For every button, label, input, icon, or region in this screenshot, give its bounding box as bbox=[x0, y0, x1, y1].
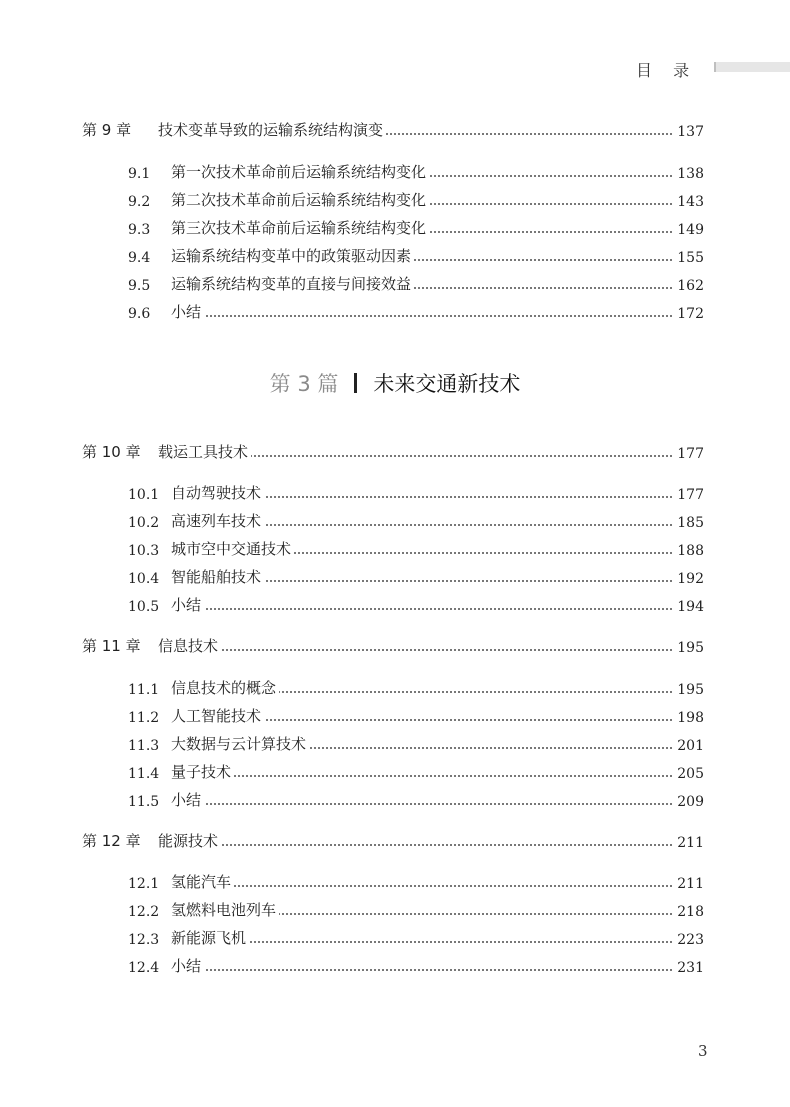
section-number: 11.5 bbox=[128, 794, 160, 810]
page-ref: 198 bbox=[674, 710, 704, 726]
page-ref: 155 bbox=[674, 250, 704, 266]
part-label: 第 3 篇 bbox=[269, 372, 339, 396]
page-ref: 143 bbox=[674, 194, 704, 210]
chapter-title: 载运工具技术 bbox=[158, 441, 251, 462]
toc-section-9-6[interactable] bbox=[0, 300, 790, 324]
page-ref: 201 bbox=[674, 738, 704, 754]
dot-leader bbox=[158, 844, 700, 846]
part-separator bbox=[354, 373, 357, 393]
toc-section-9-2[interactable] bbox=[0, 188, 790, 212]
page-ref: 209 bbox=[674, 794, 704, 810]
section-number: 12.1 bbox=[128, 876, 160, 892]
section-number: 10.4 bbox=[128, 571, 160, 587]
section-title: 量子技术 bbox=[171, 761, 234, 782]
section-title: 人工智能技术 bbox=[171, 705, 264, 726]
chapter-number: 第 11 章 bbox=[82, 637, 141, 655]
page-ref: 192 bbox=[674, 571, 704, 587]
section-number: 9.6 bbox=[128, 306, 151, 322]
section-number: 12.4 bbox=[128, 960, 160, 976]
dot-leader bbox=[171, 608, 700, 610]
section-number: 10.2 bbox=[128, 515, 160, 531]
section-title: 小结 bbox=[171, 789, 204, 810]
section-number: 11.2 bbox=[128, 710, 160, 726]
section-number: 11.1 bbox=[128, 682, 160, 698]
page-ref: 162 bbox=[674, 278, 704, 294]
toc-section-11-3[interactable] bbox=[0, 732, 790, 756]
section-title: 新能源飞机 bbox=[171, 927, 249, 948]
toc-chapter-9[interactable] bbox=[0, 118, 790, 142]
chapter-title: 技术变革导致的运输系统结构演变 bbox=[158, 119, 386, 140]
toc-section-10-4[interactable] bbox=[0, 565, 790, 589]
toc-chapter-10[interactable] bbox=[0, 440, 790, 464]
page-ref: 194 bbox=[674, 599, 704, 615]
page-ref: 195 bbox=[674, 640, 704, 656]
chapter-number: 第 10 章 bbox=[82, 443, 141, 461]
toc-section-11-1[interactable] bbox=[0, 676, 790, 700]
section-title: 小结 bbox=[171, 301, 204, 322]
page-ref: 177 bbox=[674, 446, 704, 462]
section-title: 智能船舶技术 bbox=[171, 566, 264, 587]
section-number: 9.2 bbox=[128, 194, 151, 210]
section-number: 11.3 bbox=[128, 738, 160, 754]
chapter-number: 第 12 章 bbox=[82, 832, 141, 850]
section-number: 10.3 bbox=[128, 543, 160, 559]
dot-leader bbox=[171, 885, 700, 887]
page-ref: 205 bbox=[674, 766, 704, 782]
section-number: 9.4 bbox=[128, 250, 151, 266]
page-ref: 137 bbox=[674, 124, 704, 140]
section-title: 城市空中交通技术 bbox=[171, 538, 294, 559]
page-ref: 177 bbox=[674, 487, 704, 503]
toc-section-10-2[interactable] bbox=[0, 509, 790, 533]
section-number: 9.1 bbox=[128, 166, 151, 182]
section-title: 小结 bbox=[171, 594, 204, 615]
section-title: 信息技术的概念 bbox=[171, 677, 279, 698]
toc-section-11-5[interactable] bbox=[0, 788, 790, 812]
section-title: 高速列车技术 bbox=[171, 510, 264, 531]
section-title: 自动驾驶技术 bbox=[171, 482, 264, 503]
dot-leader bbox=[171, 315, 700, 317]
toc-section-9-4[interactable] bbox=[0, 244, 790, 268]
section-number: 11.4 bbox=[128, 766, 160, 782]
toc-section-12-3[interactable] bbox=[0, 926, 790, 950]
running-header: 目 录 bbox=[636, 61, 698, 80]
toc-section-12-2[interactable] bbox=[0, 898, 790, 922]
section-title: 运输系统结构变革中的政策驱动因素 bbox=[171, 245, 414, 266]
section-title: 运输系统结构变革的直接与间接效益 bbox=[171, 273, 414, 294]
page-ref: 223 bbox=[674, 932, 704, 948]
page-ref: 231 bbox=[674, 960, 704, 976]
header-decoration-bar bbox=[714, 62, 790, 72]
toc-section-11-2[interactable] bbox=[0, 704, 790, 728]
part-heading bbox=[0, 368, 790, 398]
toc-section-9-3[interactable] bbox=[0, 216, 790, 240]
page-ref: 211 bbox=[674, 835, 704, 851]
dot-leader bbox=[171, 803, 700, 805]
section-title: 第二次技术革命前后运输系统结构变化 bbox=[171, 189, 429, 210]
page-ref: 149 bbox=[674, 222, 704, 238]
chapter-title: 能源技术 bbox=[158, 830, 221, 851]
chapter-title: 信息技术 bbox=[158, 635, 221, 656]
section-number: 9.3 bbox=[128, 222, 151, 238]
page-ref: 138 bbox=[674, 166, 704, 182]
page-ref: 211 bbox=[674, 876, 704, 892]
section-title: 氢燃料电池列车 bbox=[171, 899, 279, 920]
toc-section-10-3[interactable] bbox=[0, 537, 790, 561]
section-number: 10.1 bbox=[128, 487, 160, 503]
page-ref: 172 bbox=[674, 306, 704, 322]
section-number: 10.5 bbox=[128, 599, 160, 615]
section-number: 12.3 bbox=[128, 932, 160, 948]
toc-section-11-4[interactable] bbox=[0, 760, 790, 784]
section-title: 氢能汽车 bbox=[171, 871, 234, 892]
section-title: 第三次技术革命前后运输系统结构变化 bbox=[171, 217, 429, 238]
dot-leader bbox=[171, 941, 700, 943]
toc-section-9-1[interactable] bbox=[0, 160, 790, 184]
toc-section-12-4[interactable] bbox=[0, 954, 790, 978]
part-title: 未来交通新技术 bbox=[373, 372, 521, 396]
page-ref: 218 bbox=[674, 904, 704, 920]
toc-chapter-12[interactable] bbox=[0, 829, 790, 853]
section-title: 大数据与云计算技术 bbox=[171, 733, 309, 754]
toc-section-10-1[interactable] bbox=[0, 481, 790, 505]
toc-section-10-5[interactable] bbox=[0, 593, 790, 617]
section-number: 12.2 bbox=[128, 904, 160, 920]
dot-leader bbox=[171, 775, 700, 777]
toc-section-12-1[interactable] bbox=[0, 870, 790, 894]
page-ref: 185 bbox=[674, 515, 704, 531]
page-number: 3 bbox=[698, 1042, 708, 1060]
dot-leader bbox=[171, 969, 700, 971]
section-title: 小结 bbox=[171, 955, 204, 976]
page-ref: 195 bbox=[674, 682, 704, 698]
dot-leader bbox=[158, 649, 700, 651]
page-ref: 188 bbox=[674, 543, 704, 559]
toc-chapter-11[interactable] bbox=[0, 634, 790, 658]
section-title: 第一次技术革命前后运输系统结构变化 bbox=[171, 161, 429, 182]
toc-section-9-5[interactable] bbox=[0, 272, 790, 296]
section-number: 9.5 bbox=[128, 278, 151, 294]
chapter-number: 第 9 章 bbox=[82, 121, 132, 139]
